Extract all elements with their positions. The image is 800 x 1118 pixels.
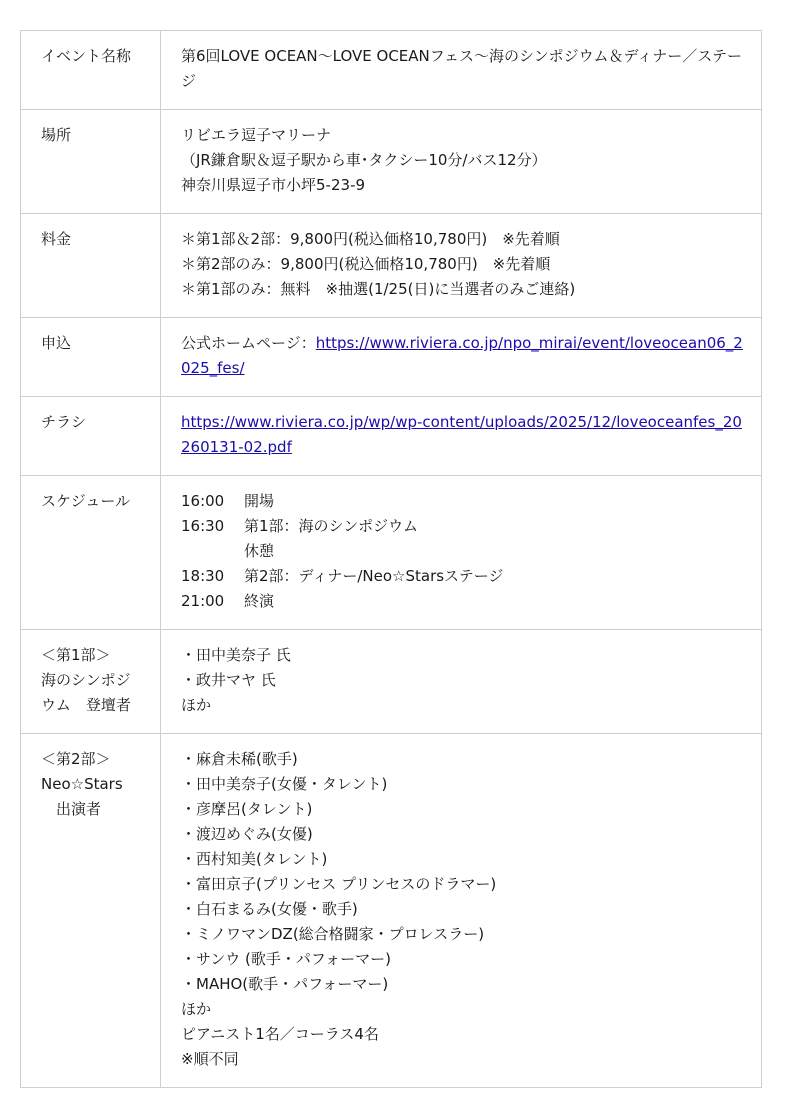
performer-item: ・彦摩呂(タレント) [181, 800, 313, 818]
label-part1 [21, 630, 161, 734]
performer-item: ・渡辺めぐみ(女優) [181, 825, 313, 843]
schedule-text: 第2部：ディナー/Neo☆Starsステージ [244, 567, 504, 585]
row-fee [21, 214, 762, 318]
schedule-time: 18:30 [181, 567, 225, 585]
performer-item: ・田中美奈子(女優・タレント) [181, 775, 388, 793]
event-name-value: 第6回LOVE OCEAN～LOVE OCEANフェス～海のシンポジウム＆ディナー／ステージ [181, 47, 742, 90]
performer-item: ・ミノワマンDZ(総合格闘家・プロレスラー) [181, 925, 485, 943]
performer-item: ピアニスト1名／コーラス4名 [181, 1025, 379, 1043]
venue-line: （JR鎌倉駅＆逗子駅から車･タクシー10分/バス12分） [181, 151, 547, 169]
performer-item: ・麻倉未稀(歌手) [181, 750, 298, 768]
label-part2 [21, 734, 161, 1088]
venue-line: 神奈川県逗子市小坪5-23-9 [181, 176, 365, 194]
schedule-item [181, 514, 751, 539]
row-apply [21, 318, 762, 397]
row-part2-performers [21, 734, 762, 1088]
schedule-text: 開場 [244, 492, 275, 510]
fee-line: ＊第1部＆2部：9,800円(税込価格10,780円) ※先着順 [181, 230, 560, 248]
fee-line: ＊第1部のみ：無料 ※抽選(1/25(日)に当選者のみご連絡) [181, 280, 576, 298]
row-schedule [21, 476, 762, 630]
schedule-item [181, 589, 751, 614]
performer-item: ・富田京子(プリンセス プリンセスのドラマー) [181, 875, 497, 893]
row-part1-speakers [21, 630, 762, 734]
label-venue: 場所 [21, 110, 161, 214]
performer-item: ・白石まるみ(女優・歌手) [181, 900, 358, 918]
schedule-item [181, 489, 751, 514]
row-venue [21, 110, 762, 214]
official-homepage-link[interactable]: https://www.riviera.co.jp/npo_mirai/event/loveocean06_2025_fes/ [181, 334, 743, 377]
schedule-time: 16:00 [181, 492, 225, 510]
label-part2-line: ＜第2部＞ [41, 750, 111, 768]
venue-line: リビエラ逗子マリーナ [181, 126, 332, 144]
label-part2-line: Neo☆Stars [41, 775, 123, 793]
label-event-name: イベント名称 [21, 31, 161, 110]
speaker-item: ・田中美奈子 氏 [181, 646, 291, 664]
performer-item: ・MAHO(歌手・パフォーマー) [181, 975, 389, 993]
row-flyer [21, 397, 762, 476]
label-part1-line: 海のシンポジ [41, 671, 131, 689]
row-event-name [21, 31, 762, 110]
flyer-pdf-link[interactable]: https://www.riviera.co.jp/wp/wp-content/uploads/2025/12/loveoceanfes_20260131-02.pdf [181, 413, 742, 456]
label-part1-line: ウム 登壇者 [41, 696, 131, 714]
label-schedule: スケジュール [21, 476, 161, 630]
schedule-text: 休憩 [244, 542, 275, 560]
performer-item: ・西村知美(タレント) [181, 850, 328, 868]
label-apply: 申込 [21, 318, 161, 397]
label-fee: 料金 [21, 214, 161, 318]
apply-prefix: 公式ホームページ： [181, 334, 316, 352]
schedule-item [181, 564, 751, 589]
fee-line: ＊第2部のみ：9,800円(税込価格10,780円) ※先着順 [181, 255, 551, 273]
performer-item: ほか [181, 1000, 212, 1018]
event-info-table [20, 30, 762, 1088]
schedule-time: 21:00 [181, 592, 225, 610]
schedule-text: 終演 [244, 592, 275, 610]
schedule-text: 第1部：海のシンポジウム [244, 517, 419, 535]
label-part2-line: 出演者 [41, 800, 102, 818]
speaker-item: ・政井マヤ 氏 [181, 671, 276, 689]
performer-item: ・サンウ (歌手・パフォーマー) [181, 950, 391, 968]
label-flyer: チラシ [21, 397, 161, 476]
schedule-time: 16:30 [181, 517, 225, 535]
performer-item: ※順不同 [181, 1050, 239, 1068]
speaker-item: ほか [181, 696, 212, 714]
schedule-item [181, 539, 751, 564]
apply-text [181, 334, 743, 377]
label-part1-line: ＜第1部＞ [41, 646, 111, 664]
